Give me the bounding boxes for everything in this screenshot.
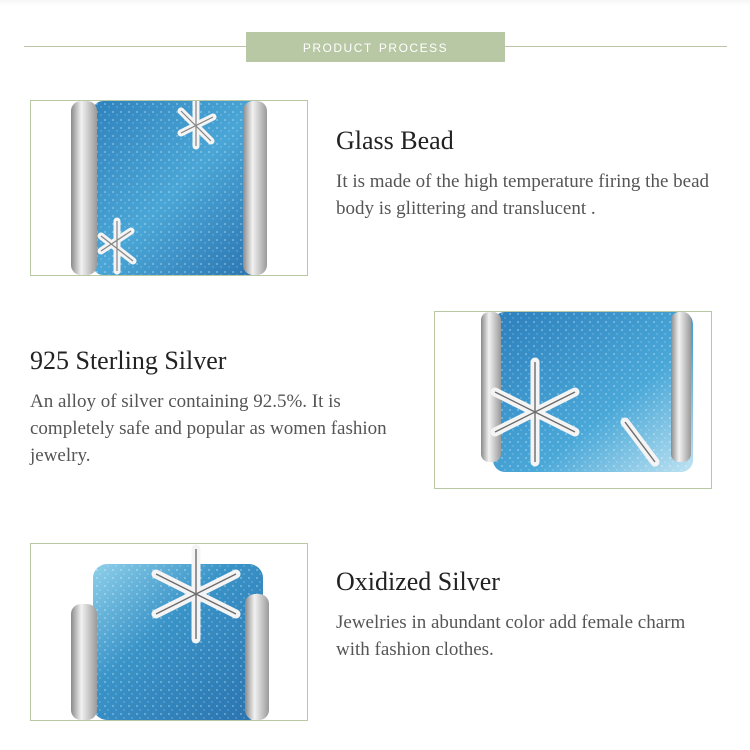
oxidized-silver-image (30, 543, 308, 721)
section-header-banner: product process (246, 32, 505, 62)
section-title-oxidized-silver: Oxidized Silver (336, 567, 500, 596)
section-description-glass-bead: It is made of the high temperature firing the bead body is glittering and translucent . (336, 171, 710, 219)
section-title-sterling-silver: 925 Sterling Silver (30, 346, 227, 375)
section-description-sterling-silver: An alloy of silver containing 92.5%. It is completely safe and popular as women fashion jewelry. (30, 391, 387, 466)
oxidized-snowflake-charm-icon (31, 544, 307, 720)
top-divider (0, 0, 750, 6)
sterling-silver-image (434, 311, 712, 489)
section-title-glass-bead: Glass Bead (336, 126, 454, 155)
glass-bead-image (30, 100, 308, 276)
header-rule-left (24, 46, 246, 47)
snowflake-charm-icon (435, 312, 711, 488)
section-description-oxidized-silver: Jewelries in abundant color add female charm with fashion clothes. (336, 612, 686, 660)
header-rule-right (505, 46, 727, 47)
glass-bead-charm-icon (31, 101, 307, 275)
